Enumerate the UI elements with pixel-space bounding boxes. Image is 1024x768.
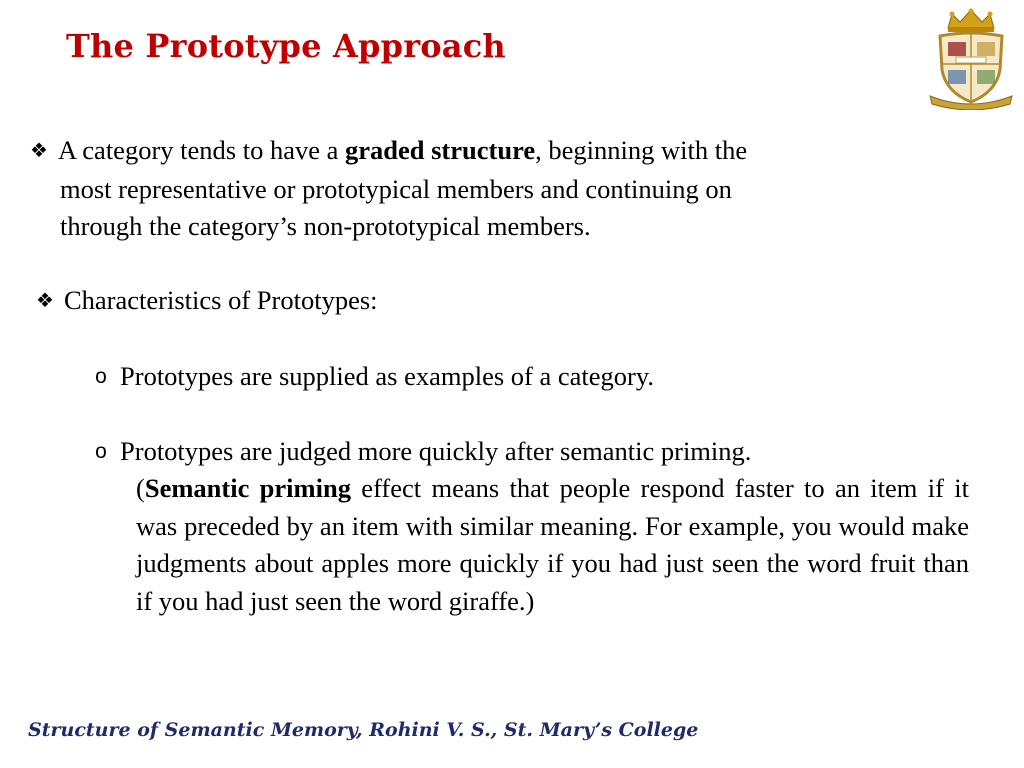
sub-item-text: Prototypes are supplied as examples of a category.	[120, 361, 654, 391]
note-open-paren: (	[136, 473, 145, 503]
slide-footer: Structure of Semantic Memory, Rohini V. S., St. Mary’s College	[28, 719, 699, 741]
sub-item-text: Prototypes are judged more quickly after semantic priming.	[120, 436, 752, 466]
bullet-text-line3: through the category’s non-prototypical members.	[60, 211, 591, 241]
bullet-text-bold: graded structure	[344, 135, 536, 165]
sub-item-examples	[82, 358, 654, 397]
bullet-text-pre: A category tends to have a	[58, 135, 345, 165]
note-bold-term: Semantic priming	[144, 473, 351, 503]
note-text: effect means that people respond faster to an item if it was preceded by an item with similar meaning. For example, you would make judgments about apples more quickly if you had just seen the word fruit than if you had just seen the word giraffe.)	[136, 473, 969, 616]
bullet-text-line2: most representative or prototypical members and continuing on	[60, 174, 732, 204]
bullet-text-post: , beginning with the	[535, 135, 748, 165]
diamond-bullet-icon: ❖	[36, 288, 54, 312]
bullet-text: Characteristics of Prototypes:	[64, 285, 378, 315]
slide-title: The Prototype Approach	[66, 27, 506, 65]
bullet-graded-structure	[30, 132, 910, 245]
bullet-characteristics	[36, 282, 378, 321]
circle-bullet-icon: o	[95, 440, 107, 463]
sub-item-priming	[82, 433, 751, 472]
semantic-priming-note	[136, 470, 969, 620]
diamond-bullet-icon: ❖	[30, 138, 48, 162]
circle-bullet-icon: o	[95, 365, 107, 388]
college-crest-logo	[926, 8, 1016, 110]
